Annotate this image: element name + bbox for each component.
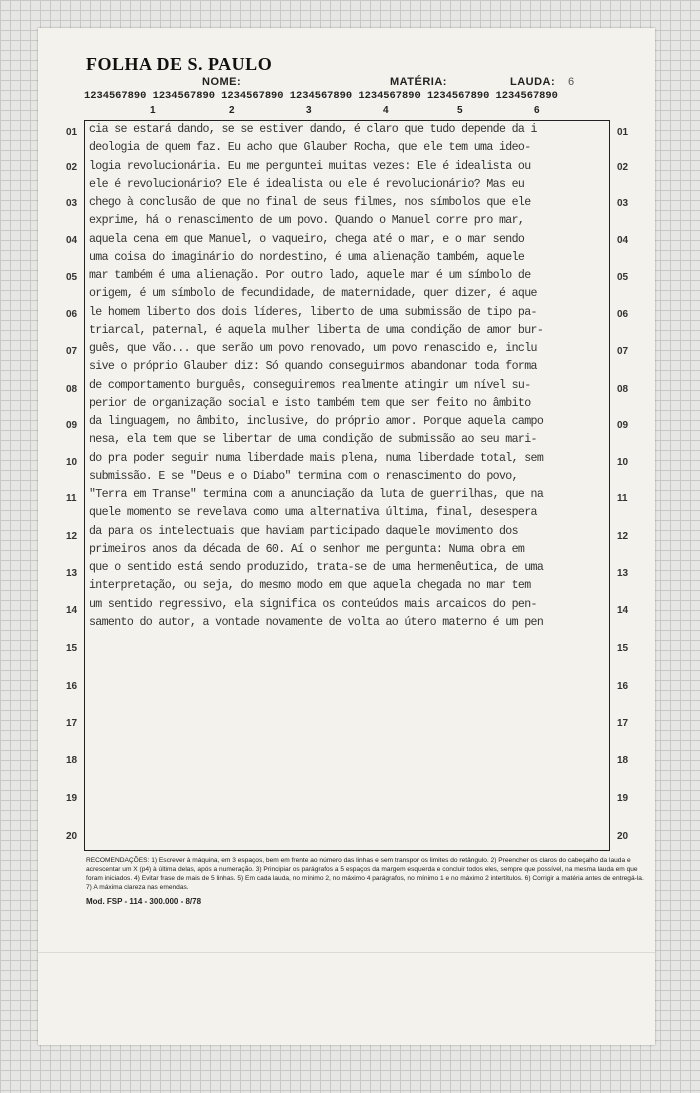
- typed-line-pair: [89, 339, 614, 376]
- line-number-right: 09: [617, 420, 629, 431]
- typed-line-pair: [89, 120, 614, 157]
- typed-line: que o sentido está sendo produzido, trata-se de uma hermenêutica, de uma: [89, 561, 544, 574]
- typed-line: da linguagem, no âmbito, inclusive, do próprio amor. Porque aquela campo: [89, 415, 544, 428]
- line-number-right: 10: [617, 457, 629, 468]
- typed-line: aquela cena em que Manuel, o vaqueiro, chega até o mar, e o mar sendo: [89, 232, 525, 246]
- line-number-right: 05: [617, 272, 629, 283]
- line-number-left: 17: [66, 718, 78, 729]
- line-number-left: 14: [66, 605, 78, 616]
- fold-line: [38, 952, 655, 953]
- line-number-left: 04: [66, 235, 78, 246]
- line-number-left: 08: [66, 384, 78, 395]
- line-number-right: 08: [617, 384, 629, 395]
- line-number-left: 16: [66, 681, 78, 692]
- typed-line: deologia de quem faz. Eu acho que Glauber Rocha, que ele tem uma ideo-: [89, 141, 531, 154]
- line-number-right: 12: [617, 531, 629, 542]
- line-number-right: 13: [617, 568, 629, 579]
- line-number-left: 06: [66, 309, 78, 320]
- line-number-left: 12: [66, 531, 78, 542]
- line-number-right: 16: [617, 681, 629, 692]
- typed-line: primeiros anos da década de 60. Aí o senhor me pergunta: Numa obra em: [89, 542, 525, 556]
- typed-line: le homem liberto dos dois líderes, liberto de uma submissão de tipo pa-: [89, 305, 537, 319]
- column-number: 2: [229, 105, 235, 116]
- typed-line: origem, é um símbolo de fecundidade, de maternidade, quer dizer, é aque: [89, 287, 537, 300]
- line-number-left: 18: [66, 755, 78, 766]
- line-number-left: 05: [66, 272, 78, 283]
- typed-line: exprime, há o renascimento de um povo. Quando o Manuel corre pro mar,: [89, 214, 525, 227]
- typed-line: triarcal, paternal, é aquela mulher liberta de uma condição de amor bur-: [89, 323, 544, 337]
- typed-line: chego à conclusão de que no final de seus filmes, nos símbolos que ele: [89, 196, 531, 209]
- line-number-right: 14: [617, 605, 629, 616]
- typed-line: de comportamento burguês, conseguiremos realmente atingir um nível su-: [89, 378, 531, 392]
- line-number-right: 04: [617, 235, 629, 246]
- typed-line-pair: [89, 230, 614, 267]
- typed-line: samento do autor, a vontade novamente de volta ao útero materno é um pen: [89, 615, 544, 629]
- line-number-left: 11: [66, 493, 77, 504]
- line-number-left: 07: [66, 346, 78, 357]
- typed-line-pair: [89, 522, 614, 559]
- line-number-left: 15: [66, 643, 78, 654]
- column-number: 5: [457, 105, 463, 116]
- line-number-right: 18: [617, 755, 629, 766]
- line-number-left: 02: [66, 162, 78, 173]
- materia-label: MATÉRIA:: [390, 76, 447, 88]
- line-number-right: 11: [617, 493, 628, 504]
- line-number-right: 02: [617, 162, 629, 173]
- character-ruler: 1234567890 1234567890 1234567890 1234567890 1234567890 1234567890 1234567890: [84, 90, 558, 102]
- line-number-right: 01: [617, 127, 629, 138]
- nome-label: NOME:: [202, 76, 242, 88]
- typed-line-pair: [89, 595, 614, 632]
- typed-line: interpretação, ou seja, do mesmo modo em que aquela chegada no mar tem: [89, 579, 531, 592]
- lauda-value: 6: [568, 76, 575, 88]
- typewriter-sheet: [38, 28, 655, 1045]
- typed-line-pair: [89, 266, 614, 303]
- typed-line-pair: [89, 193, 614, 230]
- typed-line-pair: [89, 485, 614, 522]
- typed-line: uma coisa do imaginário do nordestino, é uma alienação também, aquele: [89, 250, 525, 264]
- typed-line: quele momento se revelava como uma alternativa última, final, desespera: [89, 506, 537, 519]
- lauda-label: LAUDA:: [510, 76, 556, 88]
- line-number-right: 06: [617, 309, 629, 320]
- line-number-left: 13: [66, 568, 78, 579]
- line-number-left: 10: [66, 457, 78, 468]
- line-number-left: 20: [66, 831, 78, 842]
- recommendations-text: RECOMENDAÇÕES: 1) Escrever à máquina, em 3 espaços, bem em frente ao número das linhas e sem transpor os limites do retângulo. 2) Preencher os claros do cabeçalho da lauda e acrescentar um X (p4) à última delas, após a numeração. 3) Principiar os parágrafos a 5 espaços da margem esquerda e concluir todos eles, sempre que possível, na mesma lauda em que foram iniciados. 4) Evitar frase de mais de 5 linhas. 5) Em cada lauda, no mínimo 2, no máximo 4 parágrafos, no mínimo 1 e no máximo 2 intertítulos. 6) Corrigir a matéria antes de entregá-la. 7) A máxima clareza nas emendas.: [86, 857, 644, 891]
- typed-line: mar também é uma alienação. Por outro lado, aquele mar é um símbolo de: [89, 269, 531, 282]
- form-model-code: Mod. FSP - 114 - 300.000 - 8/78: [86, 897, 202, 906]
- line-number-left: 19: [66, 793, 78, 804]
- typed-line: ele é revolucionário? Ele é idealista ou ele é revolucionário? Mas eu: [89, 177, 525, 191]
- typed-line: guês, que vão... que serão um povo renovado, um povo renascido e, inclu: [89, 342, 537, 355]
- typed-line-pair: [89, 303, 614, 340]
- typed-line-pair: [89, 449, 614, 486]
- typed-line-pair: [89, 412, 614, 449]
- masthead: FOLHA DE S. PAULO: [86, 54, 273, 74]
- column-number: 4: [383, 105, 389, 116]
- line-number-right: 03: [617, 198, 629, 209]
- column-number: 3: [306, 105, 312, 116]
- typed-line-pair: [89, 376, 614, 413]
- line-number-right: 15: [617, 643, 629, 654]
- typed-line: sive o próprio Glauber diz: Só quando conseguirmos abandonar toda forma: [89, 360, 537, 373]
- typed-line-pair: [89, 558, 614, 595]
- line-number-right: 20: [617, 831, 629, 842]
- line-number-left: 01: [66, 127, 78, 138]
- typed-line: nesa, ela tem que se libertar de uma condição de submissão ao seu mari-: [89, 433, 537, 446]
- typed-line: da para os intelectuais que haviam participado daquele movimento dos: [89, 524, 518, 538]
- line-number-left: 03: [66, 198, 78, 209]
- line-number-left: 09: [66, 420, 78, 431]
- column-number: 6: [534, 105, 540, 116]
- typed-line: perior de organização social e isto também tem que ser feito no âmbito: [89, 396, 531, 410]
- typed-text-block: [89, 120, 614, 631]
- typed-line: cia se estará dando, se se estiver dando, é claro que tudo depende da i: [89, 123, 537, 136]
- typed-line: um sentido regressivo, ela significa os conteúdos mais arcaicos do pen-: [89, 597, 537, 611]
- typed-line: "Terra em Transe" termina com a anunciação da luta de guerrilhas, que na: [89, 488, 544, 501]
- typed-line: submissão. E se "Deus e o Diabo" termina com o renascimento do povo,: [89, 469, 518, 483]
- line-number-right: 07: [617, 346, 629, 357]
- typed-line: do pra poder seguir numa liberdade mais plena, numa liberdade total, sem: [89, 451, 544, 465]
- column-number: 1: [150, 105, 156, 116]
- line-number-right: 17: [617, 718, 629, 729]
- typed-line-pair: [89, 157, 614, 194]
- line-number-right: 19: [617, 793, 629, 804]
- typed-line: logia revolucionária. Eu me perguntei muitas vezes: Ele é idealista ou: [89, 159, 531, 173]
